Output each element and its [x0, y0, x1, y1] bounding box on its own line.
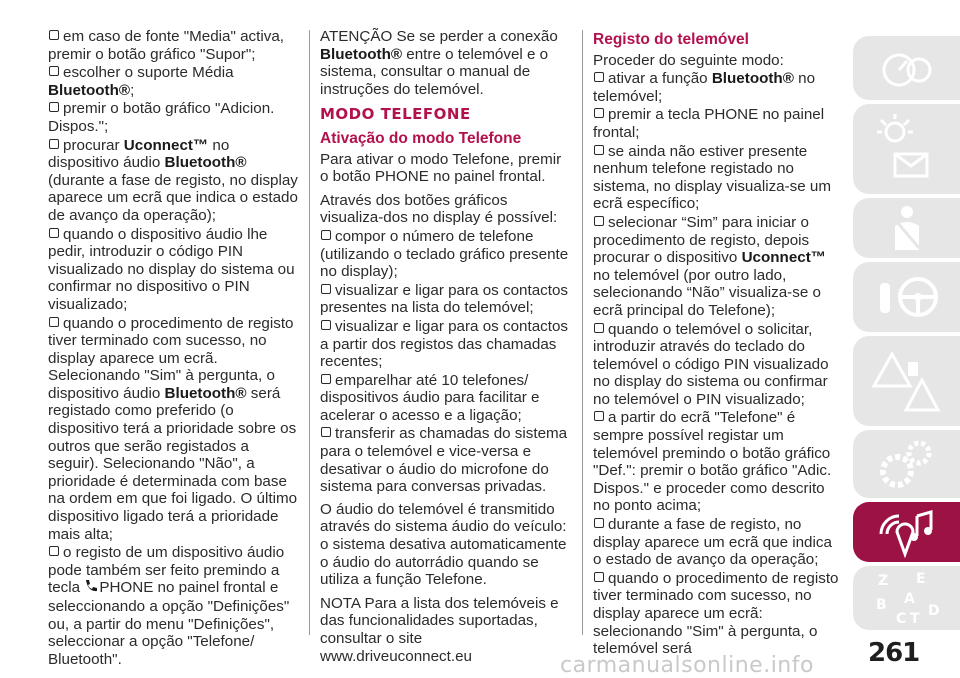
list-item	[320, 318, 570, 371]
text-segment: transferir as chamadas do sistema para o telemóvel e vice-versa e desativar o áudio do microfone do sistema para conversas privadas.	[320, 425, 568, 496]
bold-term: Bluetooth®	[320, 45, 403, 63]
page-number: 261	[868, 638, 920, 668]
checkbox-bullet-icon	[49, 30, 59, 40]
column-divider	[582, 30, 583, 635]
bold-term: Bluetooth®	[164, 154, 247, 172]
text-segment: a partir do ecrã "Telefone" é sempre possível registar um telemóvel premindo o botão gráfico "Def.": premir o botão gráfico "Adic. Dispos." e proceder como descrito no ponto acima;	[593, 409, 832, 515]
paragraph: Através dos botões gráficos visualiza-dos no display é possível:	[320, 191, 558, 227]
list-item	[48, 64, 300, 99]
list-item	[320, 282, 570, 317]
svg-text:E: E	[915, 571, 926, 587]
section-title: MODO TELEFONE	[320, 105, 471, 124]
chapter-tab-maintenance[interactable]	[853, 430, 960, 498]
text-segment: ativar a função	[608, 70, 712, 88]
emergency-triangle-icon	[872, 346, 942, 416]
bullet-list	[593, 70, 841, 658]
svg-text:B: B	[875, 597, 887, 613]
phone-icon	[84, 579, 97, 598]
text-segment: premir a tecla PHONE no painel frontal;	[593, 106, 825, 141]
checkbox-bullet-icon	[49, 228, 59, 238]
column-2	[320, 28, 570, 671]
list-item	[593, 516, 841, 569]
text-segment: selecionar “Sim” para iniciar o procedimento de registo, depois procurar o dispositivo	[593, 213, 810, 267]
text-segment: entre o telemóvel e o sistema, consultar o manual de instruções do telemóvel.	[320, 45, 549, 98]
checkbox-bullet-icon	[594, 411, 604, 421]
list-item	[320, 228, 570, 281]
note-paragraph: NOTA Para a lista dos telemóveis e das funcionalidades suportadas, consultar o site www.driveuconnect.eu	[320, 594, 559, 665]
list-item	[320, 425, 570, 495]
checkbox-bullet-icon	[49, 66, 59, 76]
speedometer-icon	[879, 46, 935, 90]
text-segment: quando o dispositivo áudio lhe pedir, introduzir o código PIN visualizado no display do sistema ou confirmar no dispositivo o PIN visualizado;	[48, 225, 295, 313]
steering-wheel-icon	[872, 269, 942, 325]
checkbox-bullet-icon	[49, 139, 59, 149]
checkbox-bullet-icon	[321, 230, 331, 240]
bold-term: Uconnect™	[123, 136, 209, 154]
list-item	[48, 100, 300, 135]
chapter-tab-safety[interactable]	[853, 198, 960, 258]
svg-text:T: T	[909, 611, 920, 627]
text-segment: quando o procedimento de registo tiver terminado com sucesso, no display aparece um ecrã. Selecionando "Sim" à pergunta, o dispositivo áudio	[48, 314, 294, 402]
paragraph: Para ativar o modo Telefone, premir o botão PHONE no painel frontal.	[320, 150, 562, 186]
seatbelt-icon	[885, 204, 929, 252]
checkbox-bullet-icon	[594, 72, 604, 82]
text-segment: escolher o suporte Média	[63, 64, 234, 82]
attention-note	[320, 28, 570, 98]
text-segment: durante a fase de registo, no display aparece um ecrã que indica o estado de avanço da operação;	[593, 516, 832, 569]
list-item	[48, 28, 300, 63]
warning-lights-icon	[877, 114, 937, 184]
list-item	[48, 137, 300, 225]
checkbox-bullet-icon	[49, 317, 59, 327]
subsection-title: Registo do telemóvel	[593, 31, 749, 48]
list-item	[593, 214, 841, 320]
text-segment: se ainda não estiver presente nenhum telefone registado no sistema, no display visualiza-se um ecrã específico;	[593, 142, 832, 213]
checkbox-bullet-icon	[49, 546, 59, 556]
text-segment: PHONE no painel frontal e seleccionando a opção "Definições" ou, a partir do menu "Definições", seleccionar a opção "Telefone/ Bluetooth".	[48, 579, 290, 668]
text-segment: visualizar e ligar para os contactos presentes na lista do telemóvel;	[320, 281, 568, 317]
text-segment: no telemóvel;	[593, 70, 816, 105]
text-segment: quando o telemóvel o solicitar, introduzir através do teclado do telemóvel o código PIN visualizado no display do sistema ou confirmar no telemóvel o PIN visualizado;	[593, 320, 829, 408]
checkbox-bullet-icon	[594, 323, 604, 333]
bold-term: Bluetooth®	[711, 70, 794, 88]
checkbox-bullet-icon	[321, 284, 331, 294]
checkbox-bullet-icon	[594, 108, 604, 118]
subsection-title: Ativação do modo Telefone	[320, 129, 522, 147]
svg-text:C: C	[895, 611, 906, 627]
multimedia-icon	[875, 506, 939, 558]
chapter-tab-dashboard[interactable]	[853, 36, 960, 100]
list-item	[593, 143, 841, 213]
list-item	[48, 226, 300, 314]
text-segment: ATENÇÃO Se se perder a conexão	[320, 28, 558, 45]
text-segment: em caso de fonte "Media" activa, premir o botão gráfico "Supor";	[48, 28, 284, 63]
list-item	[320, 372, 570, 425]
chapter-tab-index[interactable]	[853, 566, 960, 630]
checkbox-bullet-icon	[49, 102, 59, 112]
bold-term: Bluetooth®	[48, 81, 131, 99]
list-item	[593, 106, 841, 141]
list-item	[48, 315, 300, 544]
chapter-tab-driving[interactable]	[853, 262, 960, 332]
checkbox-bullet-icon	[321, 374, 331, 384]
gears-icon	[877, 437, 937, 491]
column-3	[593, 28, 841, 659]
text-segment: no telemóvel (por outro lado, selecionando “Não” visualiza-se o ecrã principal do Telefone);	[593, 266, 821, 319]
alphabet-index-icon	[872, 569, 942, 627]
text-segment: no dispositivo áudio	[48, 136, 230, 172]
checkbox-bullet-icon	[594, 518, 604, 528]
text-segment: emparelhar até 10 telefones/ dispositivos áudio para facilitar e acelerar o acesso e a ligação;	[320, 371, 540, 424]
svg-text:D: D	[927, 603, 940, 619]
text-segment: o registo de um dispositivo áudio pode também ser feito premindo a tecla	[48, 544, 285, 597]
list-item	[593, 321, 841, 409]
text-segment: visualizar e ligar para os contactos a partir dos registos das chamadas recentes;	[320, 317, 568, 371]
column-divider	[309, 30, 310, 635]
bold-term: Bluetooth®	[164, 384, 247, 402]
svg-text:Z: Z	[877, 573, 888, 589]
chapter-tab-lights[interactable]	[853, 104, 960, 194]
svg-text:A: A	[903, 591, 915, 607]
watermark: carmanualsonline.info	[560, 653, 814, 678]
text-segment: procurar	[63, 136, 124, 154]
paragraph: Proceder do seguinte modo:	[593, 51, 784, 69]
text-segment: premir o botão gráfico "Adicion. Dispos.";	[48, 100, 275, 135]
checkbox-bullet-icon	[594, 572, 604, 582]
text-segment: ;	[130, 81, 135, 99]
list-item	[593, 570, 841, 658]
list-item	[593, 70, 841, 105]
checkbox-bullet-icon	[321, 320, 331, 330]
bold-term: Uconnect™	[741, 249, 826, 267]
chapter-tab-emergency[interactable]	[853, 336, 960, 426]
list-item	[48, 544, 300, 668]
column-1	[48, 28, 300, 669]
paragraph: O áudio do telemóvel é transmitido através do sistema áudio do veículo: o sistema desativa automaticamente o áudio do autorrádio quando se utiliza a função Telefone.	[320, 500, 567, 589]
checkbox-bullet-icon	[321, 427, 331, 437]
chapter-tab-multimedia[interactable]	[853, 502, 960, 562]
checkbox-bullet-icon	[594, 145, 604, 155]
text-segment: compor o número de telefone (utilizando o teclado gráfico presente no display);	[320, 227, 569, 281]
text-segment: quando o procedimento de registo tiver terminado com sucesso, no display aparece um ecrã: selecionando "Sim" à pergunta, o telemóvel será	[593, 569, 839, 658]
list-item	[593, 409, 841, 515]
bullet-list	[320, 228, 570, 496]
checkbox-bullet-icon	[594, 216, 604, 226]
text-segment: (durante a fase de registo, no display aparece um ecrã que indica o estado de avanço da operação);	[48, 171, 298, 224]
text-segment: será registado como preferido (o dispositivo terá a prioridade sobre os outros que serão registados a seguir). Selecionando "Não", a prioridade é determinada com base na ordem em que foi ligado. O último dispositivo ligado terá a prioridade mais alta;	[48, 384, 298, 543]
